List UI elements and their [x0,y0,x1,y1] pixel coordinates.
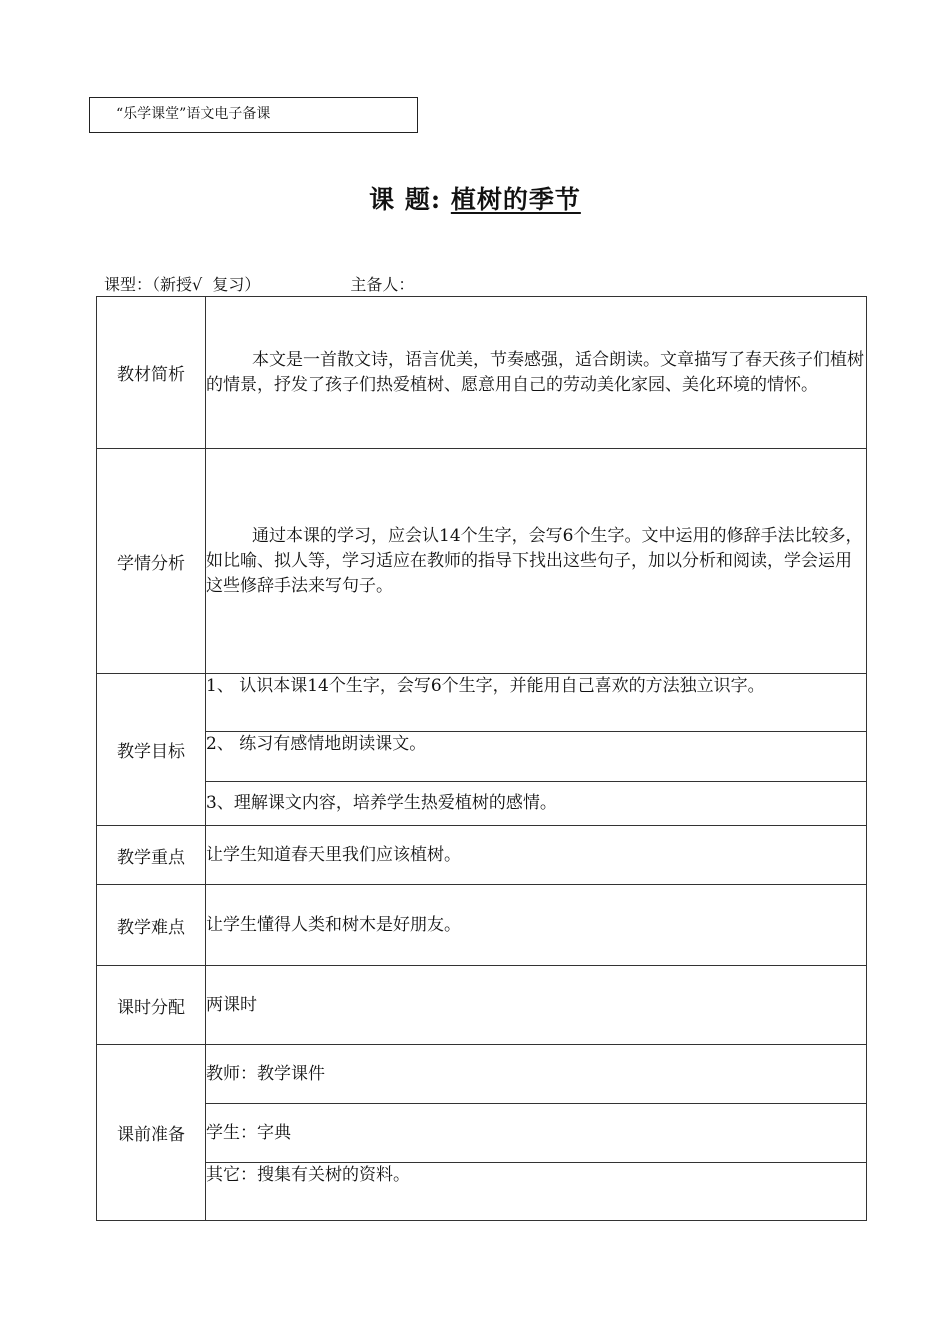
material-text: 本文是一首散文诗，语言优美，节奏感强，适合朗读。文章描写了春天孩子们植树的情景，抒发了孩子们热爱植树、愿意用自己的劳动美化家园、美化环境的情怀。 [206,297,867,449]
row-label: 教学重点 [97,826,206,885]
row-label: 教学目标 [97,674,206,826]
lesson-plan-table [96,296,867,1221]
title-name: 植树的季节 [450,185,581,214]
prep-item: 教师：教学课件 [206,1045,867,1104]
header-text: “乐学课堂”语文电子备课 [116,106,271,122]
table-row-material [97,297,867,449]
prep-item: 其它：搜集有关树的资料。 [206,1163,867,1221]
goal-item: 2、 练习有感情地朗读课文。 [206,732,867,782]
goal-item: 3、理解课文内容，培养学生热爱植树的感情。 [206,782,867,826]
hours-text: 两课时 [206,966,867,1045]
table-row-prep [97,1045,867,1104]
table-row-prep-3 [97,1163,867,1221]
page-title [0,180,950,216]
row-label: 教材简析 [97,297,206,449]
row-label: 课前准备 [97,1045,206,1221]
header-box [89,97,418,133]
table-row-goals-2 [97,732,867,782]
title-colon: : [430,185,442,214]
table-row-goals [97,674,867,732]
prep-item: 学生：字典 [206,1104,867,1163]
goal-item: 1、 认识本课14个生字，会写6个生字，并能用自己喜欢的方法独立识字。 [206,674,867,732]
lead-preparer: 主备人： [350,275,415,294]
meta-line [104,272,414,295]
table-row-students [97,449,867,674]
students-text: 通过本课的学习，应会认14个生字，会写6个生字。文中运用的修辞手法比较多，如比喻、拟人等，学习适应在教师的指导下找出这些句子，加以分析和阅读，学会运用这些修辞手法来写句子。 [206,449,867,674]
row-label: 课时分配 [97,966,206,1045]
table-row-hours [97,966,867,1045]
title-prefix: 课 题 [369,185,431,214]
difficulty-text: 让学生懂得人类和树木是好朋友。 [206,885,867,966]
table-row-difficulty [97,885,867,966]
table-row-prep-2 [97,1104,867,1163]
focus-text: 让学生知道春天里我们应该植树。 [206,826,867,885]
lesson-type: 课型：（新授√ 复习） [104,275,261,294]
table-row-goals-3 [97,782,867,826]
table-row-focus [97,826,867,885]
row-label: 学情分析 [97,449,206,674]
row-label: 教学难点 [97,885,206,966]
